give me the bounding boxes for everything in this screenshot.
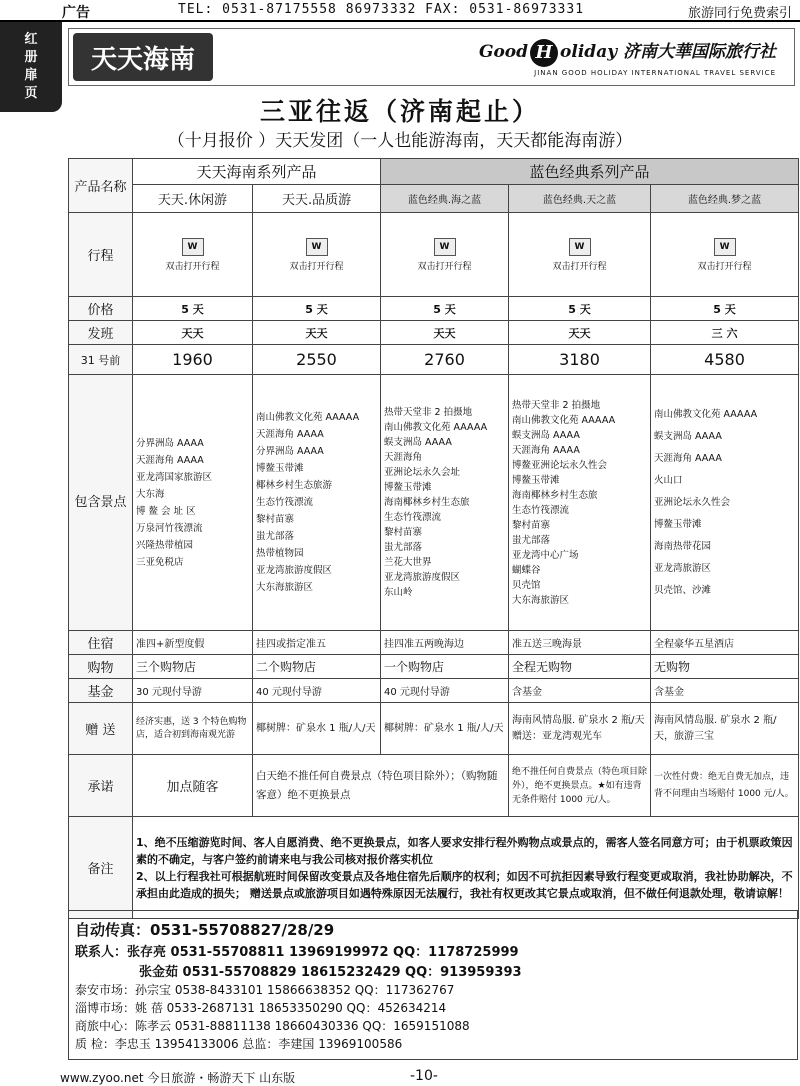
row-label-price: 价格 — [69, 297, 133, 321]
shopping-cell: 一个购物店 — [381, 655, 509, 679]
spot-item: 天涯海角 AAAA — [136, 454, 204, 466]
spot-item: 亚龙湾旅游区 — [654, 562, 712, 574]
fund-cell: 含基金 — [651, 679, 799, 703]
shopping-cell: 无购物 — [651, 655, 799, 679]
spot-item: 亚洲论坛永久性会 — [654, 496, 731, 508]
page-title: 三亚往返（济南起止） — [259, 97, 540, 126]
spot-item: 蜈支洲岛 AAAA — [384, 437, 452, 448]
spot-item: 天涯海角 AAAA — [512, 444, 580, 456]
row-label-before31: 31 号前 — [69, 345, 133, 375]
fund-cell: 含基金 — [509, 679, 651, 703]
spot-item: 博鳌玉带滩 — [384, 482, 432, 493]
departure-cell: 天天 — [253, 321, 381, 345]
promise-cell: 白天绝不推任何自费景点（特色项目除外）；（购物随客意）绝不更换景点 — [253, 755, 509, 817]
product-table — [68, 158, 799, 919]
site-url: www.zyoo.net 今日旅游・畅游天下 山东版 — [60, 1071, 296, 1085]
spot-item: 生态竹筏漂流 — [512, 504, 570, 516]
days-cell: 5 天 — [133, 297, 253, 321]
spot-item: 热带植物园 — [256, 548, 304, 559]
doc-label: 双击打开行程 — [552, 261, 607, 272]
spot-item: 蚩尤部落 — [384, 542, 423, 553]
spot-item: 黎村苗寨 — [512, 519, 551, 531]
spot-item: 博鳌玉带滩 — [654, 518, 702, 530]
itinerary-doc-link[interactable] — [651, 213, 799, 297]
days-cell: 5 天 — [651, 297, 799, 321]
spot-item: 蜈支洲岛 AAAA — [654, 430, 722, 442]
market-taian: 泰安市场：孙宗宝 0538-8433101 15866638352 QQ：117362767 — [75, 983, 455, 997]
doc-label: 双击打开行程 — [289, 261, 344, 272]
price-cell: 2760 — [381, 345, 509, 375]
price-cell: 3180 — [509, 345, 651, 375]
spot-item: 蜈支洲岛 AAAA — [512, 429, 580, 441]
spot-item: 博 鳌 会 址 区 — [136, 505, 196, 517]
agency-logo — [479, 37, 776, 77]
spot-item: 生态竹筏漂流 — [384, 512, 442, 523]
gift-cell: 椰树牌：矿泉水 1 瓶/人/天 — [381, 703, 509, 755]
row-label-promise: 承诺 — [69, 755, 133, 817]
spot-item: 热带天堂非 2 拍摄地 — [512, 399, 601, 411]
contact-line: TEL: 0531-87175558 86973332 FAX: 0531-86973331 — [178, 2, 585, 17]
spot-item: 天涯海角 — [384, 452, 423, 463]
spot-item: 火山口 — [654, 474, 683, 486]
spot-item: 黎村苗寨 — [384, 527, 423, 538]
departure-cell: 天天 — [509, 321, 651, 345]
spot-item: 三亚免税店 — [136, 556, 184, 568]
days-cell: 5 天 — [253, 297, 381, 321]
gift-cell: 海南风情岛服. 矿泉水 2 瓶/天 赠送：亚龙湾观光车 — [509, 703, 651, 755]
word-doc-icon: W — [569, 238, 591, 256]
top-bar — [0, 0, 800, 22]
hotel-cell: 挂四或指定准五 — [253, 631, 381, 655]
spot-item: 海南椰林乡村生态旅 — [384, 497, 470, 508]
hotel-cell: 全程豪华五星酒店 — [651, 631, 799, 655]
spot-item: 南山佛教文化苑 AAAAA — [384, 422, 488, 433]
spot-item: 亚龙湾国家旅游区 — [136, 471, 213, 483]
product-name: 天天.休闲游 — [133, 185, 253, 213]
row-label-fund: 基金 — [69, 679, 133, 703]
row-label-hotel: 住宿 — [69, 631, 133, 655]
spot-item: 亚龙湾旅游度假区 — [384, 572, 461, 583]
days-cell: 5 天 — [509, 297, 651, 321]
hotel-cell: 挂四准五两晚海边 — [381, 631, 509, 655]
gift-cell: 椰树牌：矿泉水 1 瓶/人/天 — [253, 703, 381, 755]
contact-person-1: 联系人：张存亮 0531-55708811 13969199972 QQ：1178725999 — [75, 945, 519, 960]
spot-item: 亚洲论坛永久会址 — [384, 467, 461, 478]
row-label-shopping: 购物 — [69, 655, 133, 679]
spots-cell — [253, 375, 381, 631]
shopping-cell: 二个购物店 — [253, 655, 381, 679]
side-tab-char: 红 — [24, 32, 38, 47]
shopping-cell: 三个购物店 — [133, 655, 253, 679]
row-label-itinerary: 行程 — [69, 213, 133, 297]
spot-item: 海南椰林乡村生态旅 — [512, 489, 598, 501]
holiday-h-icon: H — [530, 39, 558, 67]
spot-item: 蝴蝶谷 — [512, 564, 541, 576]
product-name: 蓝色经典.海之蓝 — [381, 185, 509, 213]
gift-cell: 经济实惠，送 3 个特色购物店，适合初到海南观光游 — [133, 703, 253, 755]
spot-item: 东山岭 — [384, 587, 413, 598]
word-doc-icon: W — [306, 238, 328, 256]
group-tiantian: 天天海南系列产品 — [133, 159, 381, 185]
row-label-spots: 包含景点 — [69, 375, 133, 631]
promise-cell: 加点随客 — [133, 755, 253, 817]
price-cell: 2550 — [253, 345, 381, 375]
doc-label: 双击打开行程 — [417, 261, 472, 272]
logo-english: JINAN GOOD HOLIDAY INTERNATIONAL TRAVEL SERVICE — [534, 68, 776, 77]
spot-item: 分界洲岛 AAAA — [136, 437, 204, 449]
side-tab-char: 扉 — [24, 68, 38, 83]
itinerary-doc-link[interactable] — [509, 213, 651, 297]
spot-item: 热带天堂非 2 拍摄地 — [384, 407, 473, 418]
spot-item: 兴隆热带植园 — [136, 539, 194, 551]
spot-item: 万泉河竹筏漂流 — [136, 522, 203, 534]
row-label-gift: 赠 送 — [69, 703, 133, 755]
brand-banner — [68, 28, 795, 86]
itinerary-doc-link[interactable] — [253, 213, 381, 297]
spot-item: 博鳌亚洲论坛永久性会 — [512, 459, 608, 471]
fund-cell: 40 元现付导游 — [381, 679, 509, 703]
itinerary-doc-link[interactable] — [381, 213, 509, 297]
row-label-product: 产品名称 — [69, 159, 133, 213]
contact-footer — [68, 910, 798, 1060]
spot-item: 贝壳馆 — [512, 579, 541, 591]
product-name: 天天.品质游 — [253, 185, 381, 213]
spot-item: 天涯海角 AAAA — [256, 429, 324, 440]
gift-cell: 海南风情岛服. 矿泉水 2 瓶/天，旅游三宝 — [651, 703, 799, 755]
page-subtitle: （十月报价 ）天天发团（一人也能游海南，天天都能海南游） — [167, 131, 633, 151]
notes-cell: 1、绝不压缩游览时间、客人自愿消费、绝不更换景点，如客人要求安排行程外购物点或景点的，需客人签名同意方可；由于机票政策因素的不确定，与客户签约前请来电与我公司核对报价落实机位 2、以上行程我社可根据航班时间保留改变景点及各地住宿先后顺序的权利；如因不可抗拒因素导致行程变更或取消，我社协助解决，不承担由此造成的损失； 赠送景点或旅游项目如遇特殊原因无法履行，我社有权更改其它景点或取消，但不做任何退款处理，敬请谅解！ — [133, 817, 799, 919]
spot-item: 分界洲岛 AAAA — [256, 446, 324, 457]
spot-item: 大东海 — [136, 488, 165, 500]
promise-cell: 绝不推任何自费景点（特色项目除外），绝不更换景点。★如有违背无条件赔付 1000 元/人。 — [509, 755, 651, 817]
spot-item: 大东海旅游区 — [256, 582, 314, 593]
spot-item: 南山佛教文化苑 AAAAA — [256, 412, 360, 423]
spot-item: 南山佛教文化苑 AAAAA — [512, 414, 616, 426]
spot-item: 南山佛教文化苑 AAAAA — [654, 408, 758, 420]
bottom-bar — [0, 1066, 800, 1086]
market-zibo: 淄博市场：姚 蓓 0533-2687131 18653350290 QQ：452634214 — [75, 1001, 447, 1015]
word-doc-icon: W — [714, 238, 736, 256]
side-tab-char: 册 — [24, 50, 38, 65]
hotel-cell: 准五送三晚海景 — [509, 631, 651, 655]
spot-item: 博鳌玉带滩 — [512, 474, 560, 486]
departure-cell: 天天 — [133, 321, 253, 345]
spot-item: 生态竹筏漂流 — [256, 497, 314, 508]
spot-item: 蚩尤部落 — [512, 534, 551, 546]
row-label-departure: 发班 — [69, 321, 133, 345]
spots-cell — [133, 375, 253, 631]
product-name: 蓝色经典.梦之蓝 — [651, 185, 799, 213]
spot-item: 博鳌玉带滩 — [256, 463, 304, 474]
group-blue-classic: 蓝色经典系列产品 — [381, 159, 799, 185]
word-doc-icon: W — [434, 238, 456, 256]
spot-item: 贝壳馆、沙滩 — [654, 584, 712, 596]
spot-item: 大东海旅游区 — [512, 594, 570, 606]
price-cell: 4580 — [651, 345, 799, 375]
spots-cell — [651, 375, 799, 631]
departure-cell: 天天 — [381, 321, 509, 345]
product-name: 蓝色经典.天之蓝 — [509, 185, 651, 213]
fund-cell: 30 元现付导游 — [133, 679, 253, 703]
spot-item: 黎村苗寨 — [256, 514, 295, 525]
spot-item: 椰林乡村生态旅游 — [256, 480, 333, 491]
spot-item: 蚩尤部落 — [256, 531, 295, 542]
spot-item: 天涯海角 AAAA — [654, 452, 722, 464]
shopping-cell: 全程无购物 — [509, 655, 651, 679]
spot-item: 亚龙湾旅游度假区 — [256, 565, 333, 576]
business-center: 商旅中心：陈孝云 0531-88811138 18660430336 QQ：1659151088 — [75, 1019, 470, 1033]
hotel-cell: 准四+新型度假 — [133, 631, 253, 655]
spot-item: 海南热带花园 — [654, 540, 712, 552]
doc-label: 双击打开行程 — [165, 261, 220, 272]
logo-agency-name: oliday 济南大華国际旅行社 — [560, 42, 776, 62]
tiantian-hainan-logo: 天天海南 — [73, 33, 213, 81]
contact-person-2: 张金茹 0531-55708829 18615232429 QQ：913959393 — [139, 965, 522, 980]
row-label-notes: 备注 — [69, 817, 133, 919]
price-cell: 1960 — [133, 345, 253, 375]
index-label: 旅游同行免费索引 — [687, 6, 792, 21]
ad-label: 广告 — [62, 5, 90, 21]
word-doc-icon: W — [182, 238, 204, 256]
days-cell: 5 天 — [381, 297, 509, 321]
spot-item: 兰花大世界 — [384, 557, 432, 568]
spots-cell — [509, 375, 651, 631]
spot-item: 亚龙湾中心广场 — [512, 549, 579, 561]
quality-check: 质 检：李忠玉 13954133006 总监：李建国 13969100586 — [75, 1037, 403, 1051]
itinerary-doc-link[interactable] — [133, 213, 253, 297]
fund-cell: 40 元现付导游 — [253, 679, 381, 703]
doc-label: 双击打开行程 — [697, 261, 752, 272]
spots-cell — [381, 375, 509, 631]
departure-cell: 三 六 — [651, 321, 799, 345]
logo-good: Good — [478, 42, 529, 62]
promise-cell: 一次性付费：绝无自费无加点，违背不问理由当场赔付 1000 元/人。 — [651, 755, 799, 817]
auto-fax: 自动传真：0531-55708827/28/29 — [75, 921, 335, 939]
side-tab-char: 页 — [24, 86, 38, 101]
page-number: -10- — [410, 1068, 438, 1084]
